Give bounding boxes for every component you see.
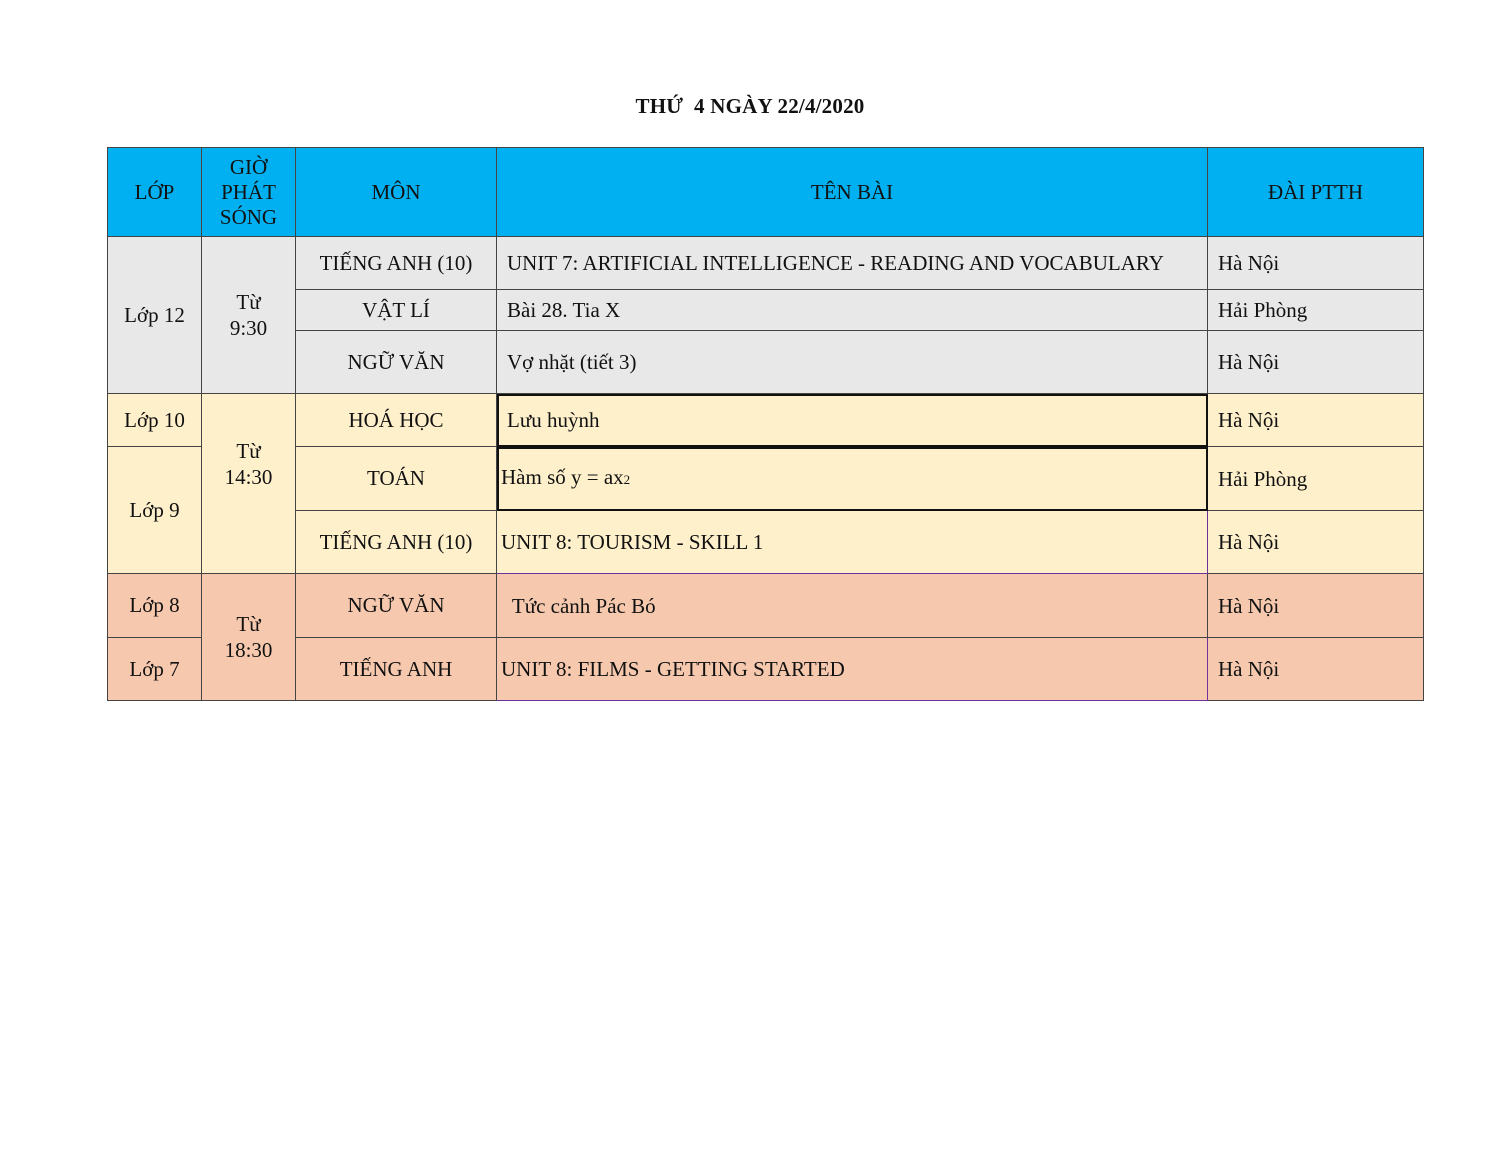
- cell-ten-bai: Tức cảnh Pác Bó: [497, 574, 1208, 638]
- table-row: [108, 447, 1424, 511]
- table-row: [108, 331, 1424, 394]
- cell-ten-bai: UNIT 8: TOURISM - SKILL 1: [497, 511, 1208, 574]
- table-row: [108, 511, 1424, 574]
- page-title: THỨ 4 NGÀY 22/4/2020: [635, 94, 865, 118]
- broadcast-schedule-table: [107, 147, 1424, 701]
- cell-mon: TIẾNG ANH (10): [296, 237, 497, 290]
- cell-lop: Lớp 8: [108, 574, 202, 638]
- cell-gio: Từ 18:30: [202, 574, 296, 701]
- cell-mon: TIẾNG ANH (10): [296, 511, 497, 574]
- cell-ten-bai: UNIT 7: ARTIFICIAL INTELLIGENCE - READING AND VOCABULARY: [497, 237, 1208, 290]
- cell-mon: TOÁN: [296, 447, 497, 511]
- table-row: [108, 237, 1424, 290]
- cell-dai: Hải Phòng: [1208, 290, 1424, 331]
- cell-dai: Hải Phòng: [1208, 447, 1424, 511]
- cell-dai: Hà Nội: [1208, 394, 1424, 447]
- header-lop: LỚP: [108, 148, 202, 237]
- cell-mon: NGỮ VĂN: [296, 574, 497, 638]
- cell-lop: Lớp 9: [108, 447, 202, 574]
- header-row: [108, 148, 1424, 237]
- cell-ten-bai: UNIT 8: FILMS - GETTING STARTED: [497, 638, 1208, 701]
- cell-dai: Hà Nội: [1208, 331, 1424, 394]
- cell-dai: Hà Nội: [1208, 574, 1424, 638]
- cell-lop: Lớp 10: [108, 394, 202, 447]
- cell-mon: VẬT LÍ: [296, 290, 497, 331]
- cell-mon: TIẾNG ANH: [296, 638, 497, 701]
- cell-dai: Hà Nội: [1208, 638, 1424, 701]
- cell-lop: Lớp 7: [108, 638, 202, 701]
- table-row: [108, 290, 1424, 331]
- table-row: [108, 574, 1424, 638]
- table-row: [108, 638, 1424, 701]
- cell-gio: Từ 14:30: [202, 394, 296, 574]
- cell-mon: NGỮ VĂN: [296, 331, 497, 394]
- cell-ten-bai: Bài 28. Tia X: [497, 290, 1208, 331]
- cell-gio: Từ 9:30: [202, 237, 296, 394]
- cell-ten-bai: Hàm số y = ax2: [497, 447, 1208, 511]
- cell-ten-bai: Vợ nhặt (tiết 3): [497, 331, 1208, 394]
- header-mon: MÔN: [296, 148, 497, 237]
- cell-dai: Hà Nội: [1208, 237, 1424, 290]
- cell-ten-bai: Lưu huỳnh: [497, 394, 1208, 447]
- cell-dai: Hà Nội: [1208, 511, 1424, 574]
- header-ten-bai: TÊN BÀI: [497, 148, 1208, 237]
- table-row: [108, 394, 1424, 447]
- cell-mon: HOÁ HỌC: [296, 394, 497, 447]
- header-dai-ptth: ĐÀI PTTH: [1208, 148, 1424, 237]
- cell-lop: Lớp 12: [108, 237, 202, 394]
- header-gio-phat-song: GIỜ PHÁT SÓNG: [202, 148, 296, 237]
